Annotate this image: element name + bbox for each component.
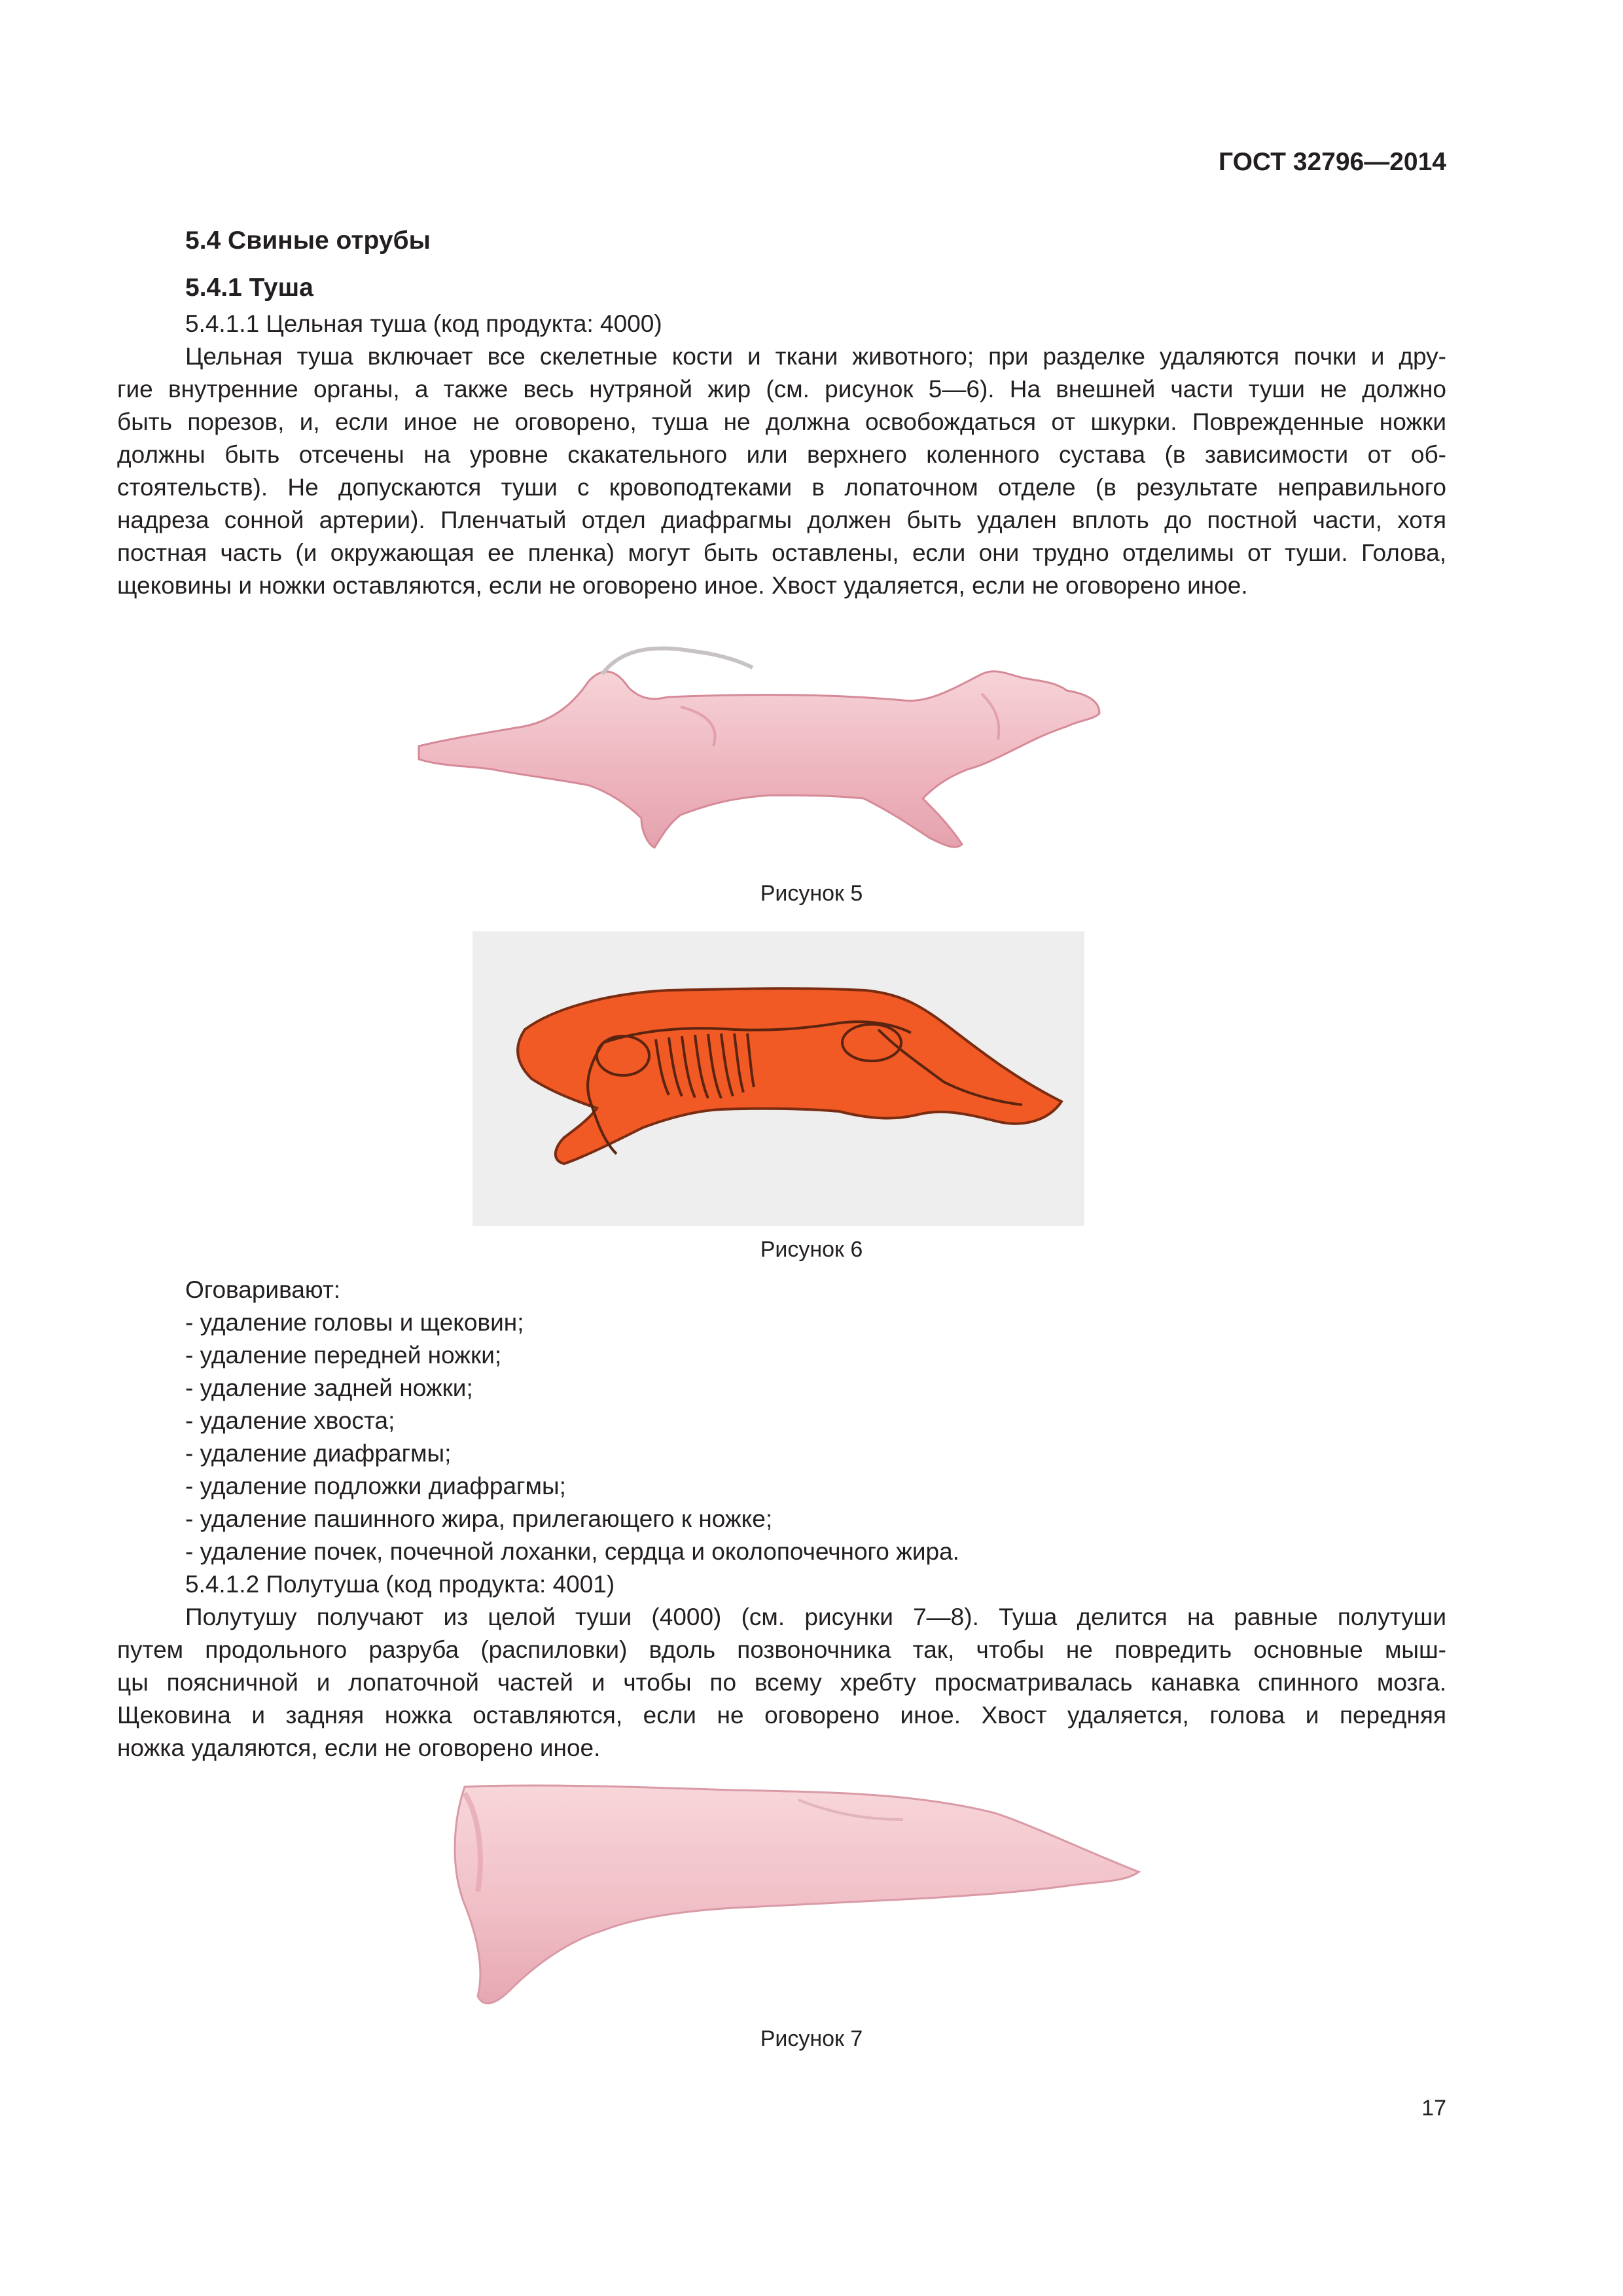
carcass-outline <box>518 988 1061 1164</box>
paragraph-line: надреза сонной артерии). Пленчатый отдел диафрагмы должен быть удален вплоть до постной части, хотя <box>117 507 1446 533</box>
list-item: - удаление почек, почечной лоханки, сердца и околопочечного жира. <box>185 1538 959 1565</box>
item-title-4000: 5.4.1.1 Цельная туша (код продукта: 4000) <box>185 310 662 337</box>
paragraph-line: ножка удаляются, если не оговорено иное. <box>117 1734 601 1761</box>
paragraph-line: стоятельств). Не допускаются туши с кровоподтеками в лопаточном отделе (в результате неправильного <box>117 474 1446 501</box>
figure-7-caption: Рисунок 7 <box>760 2026 863 2051</box>
paragraph-line: цы поясничной и лопаточной частей и чтобы по всему хребту просматривалась канавка спинного мозга. <box>117 1669 1446 1696</box>
paragraph-line: Цельная туша включает все скелетные кости и ткани животного; при разделке удаляются почки и дру- <box>185 343 1446 370</box>
carcass-shape <box>419 672 1099 848</box>
paragraph-line: щековины и ножки оставляются, если не оговорено иное. Хвост удаляется, если не оговорено иное. <box>117 572 1248 599</box>
page-number: 17 <box>1421 2096 1446 2121</box>
paragraph-whole-carcass <box>117 340 1446 602</box>
tail-outline <box>602 649 753 674</box>
paragraph-line: гие внутренние органы, а также весь нутряной жир (см. рисунок 5—6). На внешней части туши не должно <box>117 376 1446 403</box>
paragraph-line: быть порезов, и, если иное не оговорено, туша не должна освобождаться от шкурки. Поврежденные ножки <box>117 408 1446 435</box>
list-item: - удаление хвоста; <box>185 1407 395 1434</box>
paragraph-line: должны быть отсечены на уровне скакательного или верхнего коленного сустава (в зависимости от об- <box>117 441 1446 468</box>
subsection-title: 5.4.1 Туша <box>185 274 313 302</box>
figure-6-caption: Рисунок 6 <box>760 1237 863 1262</box>
list-item: - удаление подложки диафрагмы; <box>185 1473 566 1499</box>
list-item: - удаление диафрагмы; <box>185 1440 452 1467</box>
paragraph-line: постная часть (и окружающая ее пленка) могут быть оставлены, если они трудно отделимы от туши. Голова, <box>117 539 1446 566</box>
figure-7-half-carcass <box>406 1774 1158 2016</box>
list-intro: Оговаривают: <box>185 1276 341 1303</box>
paragraph-line: Щековина и задняя ножка оставляются, если не оговорено иное. Хвост удаляется, голова и передняя <box>117 1702 1446 1729</box>
half-carcass-shape <box>455 1785 1139 2003</box>
figure-5-whole-carcass <box>406 628 1152 870</box>
list-item: - удаление задней ножки; <box>185 1374 473 1401</box>
figure-6-skeleton-diagram <box>473 931 1084 1226</box>
figure-5-caption: Рисунок 5 <box>760 881 863 906</box>
item-title-4001: 5.4.1.2 Полутуша (код продукта: 4001) <box>185 1571 615 1598</box>
paragraph-line: путем продольного разруба (распиловки) вдоль позвоночника так, чтобы не повредить основные мыш- <box>117 1636 1446 1663</box>
section-title: 5.4 Свиные отрубы <box>185 226 431 255</box>
agreed-options-list <box>185 1274 959 1568</box>
document-id: ГОСТ 32796—2014 <box>1219 148 1446 176</box>
figure-6-frame <box>473 931 1084 1226</box>
list-item: - удаление головы и щековин; <box>185 1309 524 1336</box>
list-item: - удаление пашинного жира, прилегающего к ножке; <box>185 1505 773 1532</box>
paragraph-half-carcass <box>117 1601 1446 1765</box>
paragraph-line: Полутушу получают из целой туши (4000) (см. рисунки 7—8). Туша делится на равные полутуши <box>185 1604 1446 1630</box>
list-item: - удаление передней ножки; <box>185 1342 502 1369</box>
